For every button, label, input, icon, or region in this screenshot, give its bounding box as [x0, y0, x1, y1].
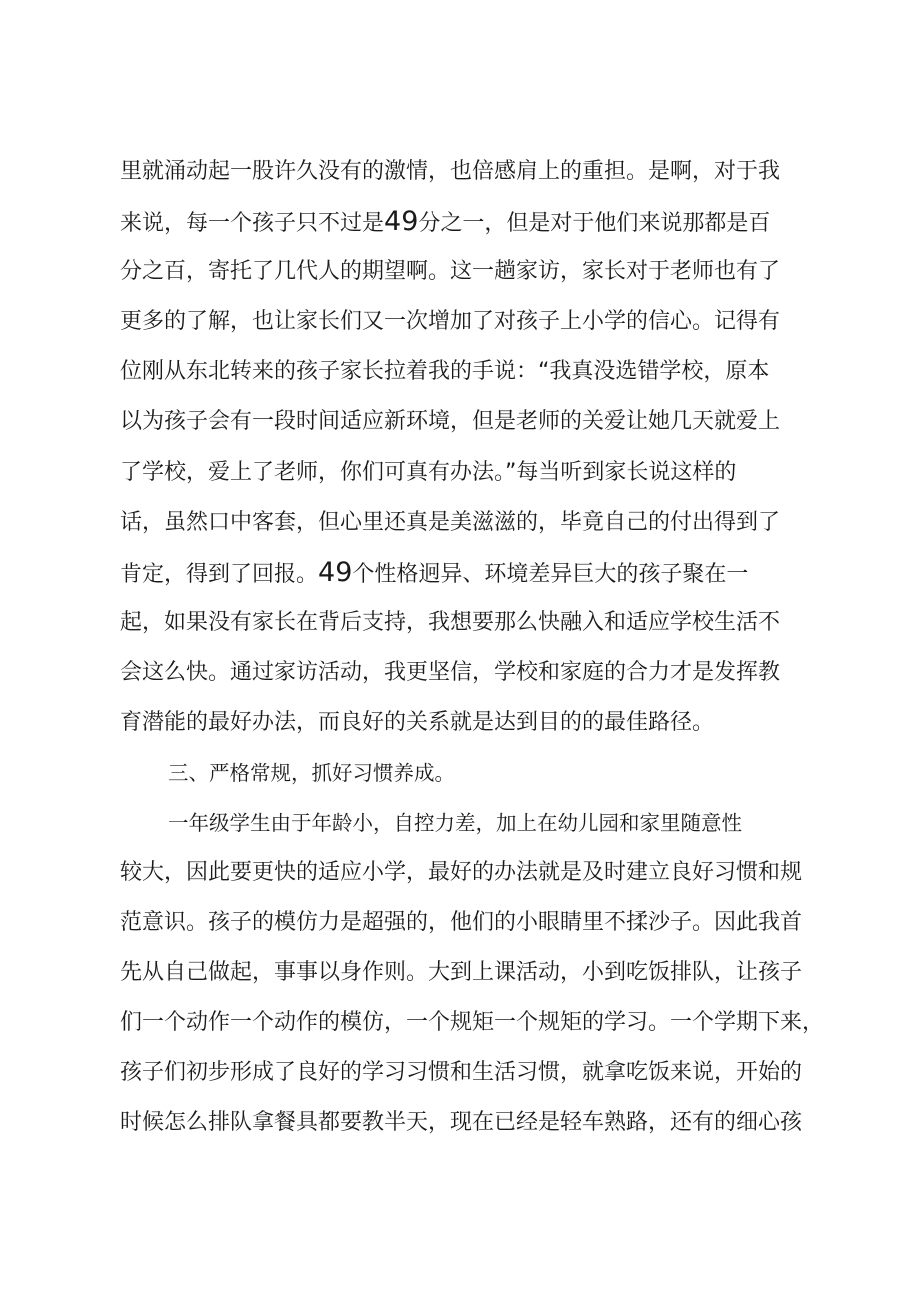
- text-line: 时候怎么排队拿餐具都要教半天，现在已经是轻车熟路，还有的细心孩: [120, 1110, 803, 1135]
- text-line: 育潜能的最好办法，而良好的关系就是达到目的的最佳路径。: [120, 710, 715, 735]
- text-line: 们一个动作一个动作的模仿，一个规矩一个规矩的学习。一个学期下来，: [120, 1010, 825, 1035]
- text-line: 先从自己做起，事事以身作则。大到上课活动，小到吃饭排队，让孩子: [120, 960, 803, 985]
- text-line: 起，如果没有家长在背后支持，我想要那么快融入和适应学校生活不: [120, 610, 781, 635]
- text-line: 话，虽然口中客套，但心里还真是美滋滋的，毕竟自己的付出得到了: [120, 510, 781, 535]
- number-text: 49: [384, 206, 419, 237]
- number-text: 49: [318, 557, 353, 588]
- text-line: 位刚从东北转来的孩子家长拉着我的手说：“我真没选错学校，原本: [120, 359, 770, 384]
- text-line: 范意识。孩子的模仿力是超强的，他们的小眼睛里不揉沙子。因此我首: [120, 910, 803, 935]
- text-line: 以为孩子会有一段时间适应新环境，但是老师的关爱让她几天就爱上: [120, 409, 781, 434]
- text-line: 更多的了解，也让家长们又一次增加了对孩子上小学的信心。记得有: [120, 309, 781, 334]
- text-line: 了学校，爱上了老师，你们可真有办法。”每当听到家长说这样的: [120, 460, 737, 485]
- text-line: 里就涌动起一股许久没有的激情，也倍感肩上的重担。是啊，对于我: [120, 159, 781, 184]
- text-line: 较大，因此要更快的适应小学，最好的办法就是及时建立良好习惯和规: [120, 860, 803, 885]
- section-heading: 三、严格常规，抓好习惯养成。: [168, 761, 455, 785]
- text-line: 一年级学生由于年龄小，自控力差，加上在幼儿园和家里随意性: [168, 811, 742, 835]
- text-line: 肯定，得到了回报。49个性格迥异、环境差异巨大的孩子聚在一: [120, 557, 749, 588]
- text-line: 分之百，寄托了几代人的期望啊。这一趟家访，家长对于老师也有了: [120, 259, 781, 284]
- text-line: 会这么快。通过家访活动，我更坚信，学校和家庭的合力才是发挥教: [120, 660, 781, 685]
- text-line: 孩子们初步形成了良好的学习习惯和生活习惯，就拿吃饭来说，开始的: [120, 1060, 803, 1085]
- text-line: 来说，每一个孩子只不过是49分之一，但是对于他们来说那都是百: [120, 206, 771, 237]
